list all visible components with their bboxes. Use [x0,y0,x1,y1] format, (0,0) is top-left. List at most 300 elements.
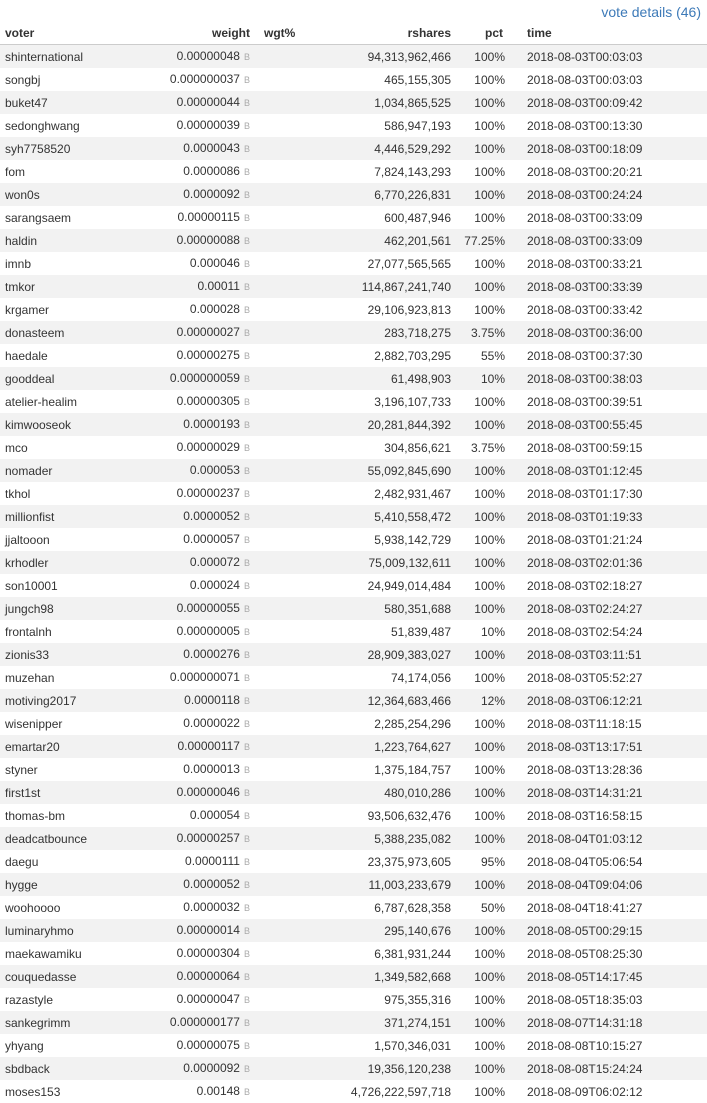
wgt-cell [250,275,300,298]
vote-row [0,275,707,298]
wgt-cell [250,827,300,850]
voter-link[interactable]: syh7758520 [0,137,150,160]
voter-link[interactable]: maekawamiku [0,942,150,965]
wgt-cell [250,390,300,413]
voter-link[interactable]: luminaryhmo [0,919,150,942]
pct-cell: 10% [453,367,523,390]
weight-value: 0.00000046 [177,785,240,799]
vote-row [0,735,707,758]
voter-link[interactable]: gooddeal [0,367,150,390]
wgt-cell [250,850,300,873]
column-header-rshares[interactable]: rshares [300,22,453,45]
weight-unit: B [244,420,250,430]
rshares-cell: 1,570,346,031 [300,1034,453,1057]
voter-link[interactable]: millionfist [0,505,150,528]
vote-row [0,942,707,965]
time-cell: 2018-08-05T14:17:45 [523,965,707,988]
voter-link[interactable]: wisenipper [0,712,150,735]
time-cell: 2018-08-03T00:33:39 [523,275,707,298]
wgt-cell [250,781,300,804]
voter-link[interactable]: frontalnh [0,620,150,643]
voter-link[interactable]: shinternational [0,45,150,69]
pct-cell: 100% [453,551,523,574]
weight-value: 0.00000027 [177,325,240,339]
weight-value: 0.0000092 [183,187,240,201]
voter-link[interactable]: sankegrimm [0,1011,150,1034]
rshares-cell: 93,506,632,476 [300,804,453,827]
rshares-cell: 6,381,931,244 [300,942,453,965]
vote-row [0,804,707,827]
time-cell: 2018-08-05T00:29:15 [523,919,707,942]
time-cell: 2018-08-03T01:12:45 [523,459,707,482]
votes-header-row [0,22,707,45]
weight-unit: B [244,236,250,246]
weight-unit: B [244,535,250,545]
weight-value: 0.00011 [197,279,240,293]
time-cell: 2018-08-03T02:54:24 [523,620,707,643]
weight-unit: B [244,650,250,660]
weight-value: 0.00000075 [177,1038,240,1052]
wgt-cell [250,1080,300,1103]
wgt-cell [250,689,300,712]
time-cell: 2018-08-03T00:03:03 [523,45,707,69]
weight-unit: B [244,673,250,683]
wgt-cell [250,965,300,988]
time-cell: 2018-08-04T09:04:06 [523,873,707,896]
weight-unit: B [244,742,250,752]
wgt-cell [250,321,300,344]
weight-value: 0.00000047 [177,992,240,1006]
weight-value: 0.0000043 [183,141,240,155]
vote-row [0,850,707,873]
voter-link[interactable]: kimwooseok [0,413,150,436]
weight-unit: B [244,397,250,407]
weight-value: 0.00000005 [177,624,240,638]
vote-row [0,988,707,1011]
weight-cell [150,528,250,551]
rshares-cell: 24,949,014,484 [300,574,453,597]
weight-value: 0.0000022 [183,716,240,730]
time-cell: 2018-08-03T00:33:42 [523,298,707,321]
wgt-cell [250,528,300,551]
weight-unit: B [244,811,250,821]
weight-value: 0.0000118 [184,693,240,707]
time-cell: 2018-08-03T05:52:27 [523,666,707,689]
time-cell: 2018-08-03T03:11:51 [523,643,707,666]
time-cell: 2018-08-03T00:03:03 [523,68,707,91]
pct-cell: 100% [453,804,523,827]
weight-value: 0.0000092 [183,1061,240,1075]
rshares-cell: 462,201,561 [300,229,453,252]
rshares-cell: 283,718,275 [300,321,453,344]
weight-unit: B [244,926,250,936]
pct-cell: 100% [453,252,523,275]
pct-cell: 12% [453,689,523,712]
rshares-cell: 4,726,222,597,718 [300,1080,453,1103]
column-header-weight[interactable]: weight [150,22,250,45]
voter-link[interactable]: daegu [0,850,150,873]
vote-row [0,505,707,528]
pct-cell: 100% [453,68,523,91]
rshares-cell: 20,281,844,392 [300,413,453,436]
weight-cell [150,827,250,850]
time-cell: 2018-08-03T00:18:09 [523,137,707,160]
wgt-cell [250,551,300,574]
rshares-cell: 4,446,529,292 [300,137,453,160]
vote-details-link[interactable]: vote details (46) [601,4,701,20]
weight-cell [150,988,250,1011]
weight-cell [150,91,250,114]
vote-row [0,459,707,482]
weight-value: 0.00000039 [177,118,240,132]
rshares-cell: 465,155,305 [300,68,453,91]
column-header-wgt[interactable]: wgt% [250,22,300,45]
weight-cell [150,229,250,252]
weight-value: 0.000053 [190,463,240,477]
pct-cell: 100% [453,574,523,597]
rshares-cell: 75,009,132,611 [300,551,453,574]
time-cell: 2018-08-03T16:58:15 [523,804,707,827]
voter-link[interactable]: muzehan [0,666,150,689]
time-cell: 2018-08-08T15:24:24 [523,1057,707,1080]
rshares-cell: 586,947,193 [300,114,453,137]
voter-link[interactable]: tkhol [0,482,150,505]
time-cell: 2018-08-03T02:24:27 [523,597,707,620]
voter-link[interactable]: jjaltooon [0,528,150,551]
pct-cell: 100% [453,1034,523,1057]
weight-cell [150,459,250,482]
weight-cell [150,919,250,942]
wgt-cell [250,114,300,137]
weight-value: 0.0000193 [183,417,240,431]
voter-link[interactable]: deadcatbounce [0,827,150,850]
weight-unit: B [244,1087,250,1097]
wgt-cell [250,367,300,390]
pct-cell: 100% [453,1057,523,1080]
wgt-cell [250,505,300,528]
vote-row [0,1034,707,1057]
column-header-pct[interactable]: pct [453,22,523,45]
weight-unit: B [244,903,250,913]
wgt-cell [250,252,300,275]
rshares-cell: 2,482,931,467 [300,482,453,505]
vote-row [0,873,707,896]
pct-cell: 100% [453,390,523,413]
weight-unit: B [244,581,250,591]
voter-link[interactable]: emartar20 [0,735,150,758]
weight-unit: B [244,374,250,384]
rshares-cell: 1,375,184,757 [300,758,453,781]
weight-unit: B [244,144,250,154]
weight-value: 0.00000055 [177,601,240,615]
wgt-cell [250,942,300,965]
vote-row [0,68,707,91]
voter-link[interactable]: thomas-bm [0,804,150,827]
column-header-time[interactable]: time [523,22,707,45]
time-cell: 2018-08-03T00:37:30 [523,344,707,367]
voter-link[interactable]: moses153 [0,1080,150,1103]
rshares-cell: 6,787,628,358 [300,896,453,919]
rshares-cell: 11,003,233,679 [300,873,453,896]
weight-cell [150,413,250,436]
vote-row [0,712,707,735]
weight-cell [150,45,250,69]
weight-value: 0.0000032 [183,900,240,914]
weight-value: 0.0000086 [183,164,240,178]
time-cell: 2018-08-03T02:18:27 [523,574,707,597]
voter-link[interactable]: styner [0,758,150,781]
voter-link[interactable]: atelier-healim [0,390,150,413]
weight-unit: B [244,719,250,729]
weight-cell [150,597,250,620]
wgt-cell [250,988,300,1011]
voter-link[interactable]: hygge [0,873,150,896]
rshares-cell: 2,882,703,295 [300,344,453,367]
weight-value: 0.0000057 [183,532,240,546]
weight-cell [150,551,250,574]
wgt-cell [250,873,300,896]
pct-cell: 100% [453,528,523,551]
time-cell: 2018-08-08T10:15:27 [523,1034,707,1057]
vote-row [0,574,707,597]
wgt-cell [250,597,300,620]
voter-link[interactable]: yhyang [0,1034,150,1057]
voter-link[interactable]: imnb [0,252,150,275]
wgt-cell [250,413,300,436]
weight-cell [150,505,250,528]
rshares-cell: 12,364,683,466 [300,689,453,712]
wgt-cell [250,1034,300,1057]
weight-unit: B [244,98,250,108]
vote-row [0,91,707,114]
voter-link[interactable]: woohoooo [0,896,150,919]
weight-value: 0.000028 [190,302,240,316]
voter-link[interactable]: jungch98 [0,597,150,620]
weight-value: 0.00000115 [177,210,240,224]
vote-row [0,229,707,252]
voter-link[interactable]: buket47 [0,91,150,114]
weight-cell [150,620,250,643]
rshares-cell: 7,824,143,293 [300,160,453,183]
vote-row [0,206,707,229]
rshares-cell: 6,770,226,831 [300,183,453,206]
weight-value: 0.00000257 [177,831,240,845]
vote-row [0,1057,707,1080]
wgt-cell [250,804,300,827]
weight-unit: B [244,949,250,959]
wgt-cell [250,298,300,321]
pct-cell: 100% [453,459,523,482]
column-header-voter[interactable]: voter [0,22,150,45]
weight-cell [150,482,250,505]
weight-value: 0.00000304 [177,946,240,960]
weight-unit: B [244,1064,250,1074]
voter-link[interactable]: won0s [0,183,150,206]
weight-cell [150,114,250,137]
vote-row [0,666,707,689]
weight-cell [150,68,250,91]
wgt-cell [250,666,300,689]
pct-cell: 100% [453,988,523,1011]
weight-cell [150,183,250,206]
rshares-cell: 27,077,565,565 [300,252,453,275]
pct-cell: 100% [453,781,523,804]
rshares-cell: 3,196,107,733 [300,390,453,413]
pct-cell: 77.25% [453,229,523,252]
weight-unit: B [244,788,250,798]
voter-link[interactable]: zionis33 [0,643,150,666]
pct-cell: 100% [453,643,523,666]
vote-row [0,137,707,160]
voter-link[interactable]: couquedasse [0,965,150,988]
voter-link[interactable]: tmkor [0,275,150,298]
time-cell: 2018-08-04T18:41:27 [523,896,707,919]
pct-cell: 100% [453,91,523,114]
pct-cell: 100% [453,873,523,896]
voter-link[interactable]: songbj [0,68,150,91]
voter-link[interactable]: nomader [0,459,150,482]
rshares-cell: 580,351,688 [300,597,453,620]
vote-row [0,344,707,367]
pct-cell: 55% [453,344,523,367]
wgt-cell [250,712,300,735]
weight-cell [150,804,250,827]
vote-row [0,45,707,69]
vote-row [0,367,707,390]
voter-link[interactable]: motiving2017 [0,689,150,712]
weight-unit: B [244,121,250,131]
wgt-cell [250,482,300,505]
weight-value: 0.00000305 [177,394,240,408]
vote-row [0,781,707,804]
pct-cell: 100% [453,183,523,206]
weight-value: 0.00000117 [177,739,240,753]
weight-cell [150,252,250,275]
time-cell: 2018-08-07T14:31:18 [523,1011,707,1034]
vote-row [0,758,707,781]
wgt-cell [250,896,300,919]
weight-cell [150,781,250,804]
rshares-cell: 55,092,845,690 [300,459,453,482]
voter-link[interactable]: donasteem [0,321,150,344]
time-cell: 2018-08-03T00:09:42 [523,91,707,114]
weight-unit: B [244,972,250,982]
rshares-cell: 74,174,056 [300,666,453,689]
voter-link[interactable]: razastyle [0,988,150,1011]
pct-cell: 100% [453,597,523,620]
voter-link[interactable]: sarangsaem [0,206,150,229]
vote-row [0,298,707,321]
voter-link[interactable]: krgamer [0,298,150,321]
weight-unit: B [244,604,250,614]
vote-row [0,551,707,574]
time-cell: 2018-08-03T00:38:03 [523,367,707,390]
weight-cell [150,275,250,298]
weight-value: 0.00000014 [177,923,240,937]
voter-link[interactable]: sbdback [0,1057,150,1080]
weight-value: 0.00000029 [177,440,240,454]
weight-unit: B [244,696,250,706]
time-cell: 2018-08-03T14:31:21 [523,781,707,804]
voter-link[interactable]: mco [0,436,150,459]
weight-cell [150,735,250,758]
weight-cell [150,896,250,919]
pct-cell: 100% [453,160,523,183]
rshares-cell: 1,349,582,668 [300,965,453,988]
rshares-cell: 975,355,316 [300,988,453,1011]
weight-cell [150,298,250,321]
weight-cell [150,137,250,160]
votes-table-body [0,45,707,1103]
wgt-cell [250,45,300,69]
time-cell: 2018-08-03T00:39:51 [523,390,707,413]
rshares-cell: 1,034,865,525 [300,91,453,114]
time-cell: 2018-08-03T01:21:24 [523,528,707,551]
weight-cell [150,436,250,459]
votes-table [0,22,707,1103]
vote-row [0,1080,707,1103]
weight-cell [150,965,250,988]
vote-row [0,436,707,459]
pct-cell: 3.75% [453,321,523,344]
voter-link[interactable]: fom [0,160,150,183]
pct-cell: 50% [453,896,523,919]
voter-link[interactable]: sedonghwang [0,114,150,137]
voter-link[interactable]: son10001 [0,574,150,597]
weight-value: 0.00000275 [177,348,240,362]
weight-value: 0.000072 [190,555,240,569]
weight-unit: B [244,282,250,292]
vote-row [0,321,707,344]
pct-cell: 95% [453,850,523,873]
time-cell: 2018-08-05T18:35:03 [523,988,707,1011]
rshares-cell: 19,356,120,238 [300,1057,453,1080]
pct-cell: 100% [453,298,523,321]
weight-cell [150,1011,250,1034]
rshares-cell: 1,223,764,627 [300,735,453,758]
rshares-cell: 304,856,621 [300,436,453,459]
wgt-cell [250,643,300,666]
vote-row [0,620,707,643]
weight-unit: B [244,167,250,177]
time-cell: 2018-08-04T01:03:12 [523,827,707,850]
time-cell: 2018-08-03T13:17:51 [523,735,707,758]
voter-link[interactable]: haldin [0,229,150,252]
vote-row [0,482,707,505]
vote-row [0,965,707,988]
wgt-cell [250,137,300,160]
voter-link[interactable]: krhodler [0,551,150,574]
vote-row [0,1011,707,1034]
pct-cell: 100% [453,942,523,965]
weight-cell [150,643,250,666]
weight-cell [150,1080,250,1103]
vote-row [0,114,707,137]
weight-value: 0.0000052 [183,509,240,523]
wgt-cell [250,436,300,459]
weight-cell [150,390,250,413]
vote-row [0,252,707,275]
voter-link[interactable]: first1st [0,781,150,804]
time-cell: 2018-08-03T00:36:00 [523,321,707,344]
rshares-cell: 480,010,286 [300,781,453,804]
voter-link[interactable]: haedale [0,344,150,367]
wgt-cell [250,68,300,91]
pct-cell: 100% [453,919,523,942]
weight-unit: B [244,351,250,361]
wgt-cell [250,735,300,758]
wgt-cell [250,620,300,643]
